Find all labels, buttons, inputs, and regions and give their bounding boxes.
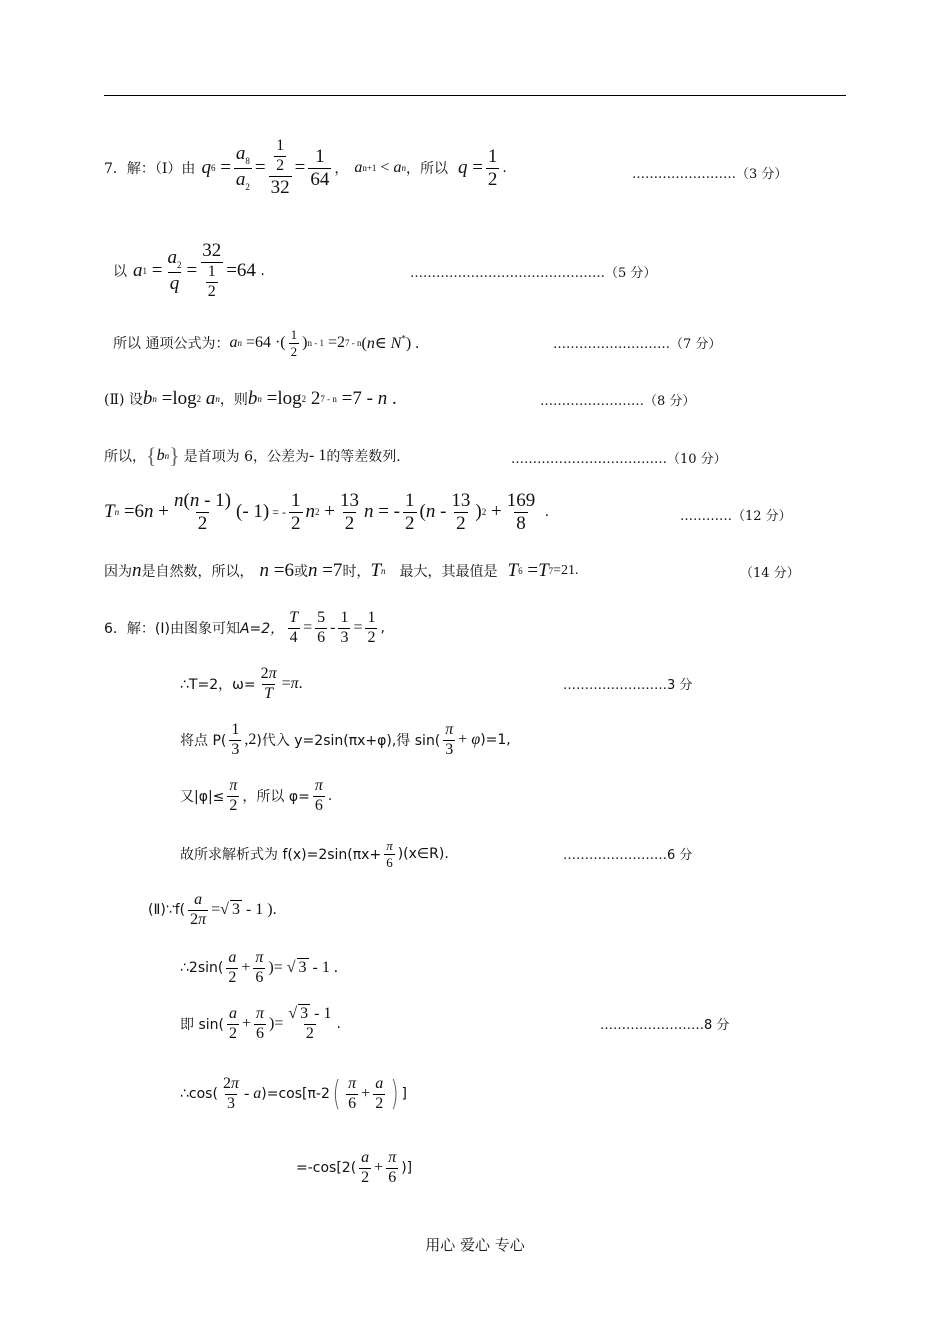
p7-line4: (Ⅱ) 设 b n =log 2 a n ，则 b n =log 2 2 7 - n =7 - n . bbox=[104, 388, 397, 409]
score-p7-2: ………………………………………（5 分） bbox=[410, 266, 657, 281]
score-p6-3: ……………………8 分 bbox=[600, 1018, 730, 1033]
score-p7-1: ……………………（3 分） bbox=[632, 167, 788, 182]
score-p7-6: …………（12 分） bbox=[680, 509, 792, 524]
p6-line4: 又|φ|≤ $\frac{\pi}{2}$ ，所以 φ= $\frac{\pi}{6}$ . bbox=[180, 776, 333, 814]
p6-line10: =-cos[2( $\frac{a}{2}$ + $\frac{\pi}{6}$ )] bbox=[296, 1148, 413, 1186]
score-p7-5: ………………………………（10 分） bbox=[511, 452, 727, 467]
p7-line7: 因为 n 是自然数，所以， n =6 或 n =7 时， T n 最大，其最值是 T 6 =T 7 =21. bbox=[104, 560, 579, 581]
frac-1-64: $\frac{1}{64}$ bbox=[310, 145, 330, 190]
p6-line2: ∴T=2，ω= $\frac{2\pi}{T}$ =π. bbox=[180, 664, 303, 702]
p7-line6: T n =6n + $\frac{n(n - 1)}{2}$ (- 1) = - $\frac{1}{2}$ n 2 + $\frac{13}{2}$ n = - $\frac{1}{2}$ (n - $\frac{13}{2}$ ) 2 + $\frac{169}{8}$ . bbox=[104, 489, 550, 534]
p6-line7: ∴2sin( $\frac{a}{2}$ + $\frac{\pi}{6}$ )= √ 3 - 1 . bbox=[180, 948, 338, 986]
p6-label: 6．解：(Ⅰ)由图象可知 bbox=[104, 621, 240, 637]
p6-line5: 故所求解析式为 f(x)=2sin(πx+ $\frac{\pi}{6}$ )(x∈R). bbox=[180, 837, 449, 870]
frac-half-32: $\frac{\frac{1}{2}}{32}$ bbox=[270, 137, 290, 198]
p7-label: 7．解：（Ⅰ）由 bbox=[104, 161, 196, 177]
score-p6-1: ……………………3 分 bbox=[563, 678, 693, 693]
p7-line3: 所以 通项公式为： a n =64 ·( $\frac{1}{2}$ ) n - 1 =2 7 - n (n∈ N*) . bbox=[113, 326, 420, 359]
score-p7-4: ……………………（8 分） bbox=[540, 394, 696, 409]
score-p7-3: ………………………（7 分） bbox=[553, 337, 722, 352]
frac-a8-a2: $\frac{a_8}{a_2}$ bbox=[235, 143, 250, 192]
p6-line9: ∴cos( $\frac{2\pi}{3}$ - a )=cos[π-2 ( $\frac{\pi}{6}$ + $\frac{a}{2}$ ) ] bbox=[180, 1074, 407, 1114]
header-rule bbox=[104, 95, 846, 96]
p7-line1: 7．解：（Ⅰ）由 q 6 = $\frac{a_8}{a_2}$ = $\frac{\frac{1}{2}}{32}$ = $\frac{1}{64}$ ， a n+1 < a n ，所以 q = $\frac{1}{2}$ . bbox=[104, 137, 507, 198]
page-footer: 用心 爱心 专心 bbox=[425, 1236, 525, 1254]
p6-line3: 将点 P( $\frac{1}{3}$ ,2 )代入 y=2sin(πx+φ),得 sin( $\frac{\pi}{3}$ + φ )=1, bbox=[180, 720, 511, 758]
score-p6-2: ……………………6 分 bbox=[563, 848, 693, 863]
score-p7-7: （14 分） bbox=[740, 566, 800, 581]
p6-line1: 6．解：(Ⅰ)由图象可知 A=2， $\frac{T}{4}$ = $\frac{5}{6}$ - $\frac{1}{3}$ = $\frac{1}{2}$ , bbox=[104, 608, 385, 646]
p6-line6: (Ⅱ)∵f( $\frac{a}{2\pi}$ =√ 3 - 1 ). bbox=[148, 890, 277, 928]
p6-line8: 即 sin( $\frac{a}{2}$ + $\frac{\pi}{6}$ )= $\frac{√ 3 - 1}{2}$ . bbox=[180, 1004, 341, 1042]
p7-line5: 所以， { b n } 是首项为 6，公差为 - 1 的等差数列. bbox=[104, 443, 401, 468]
p7-line2: 以 a 1 = $\frac{a_2}{q}$ = $\frac{32}{\frac{1}{2}}$ =64 . bbox=[113, 240, 265, 300]
